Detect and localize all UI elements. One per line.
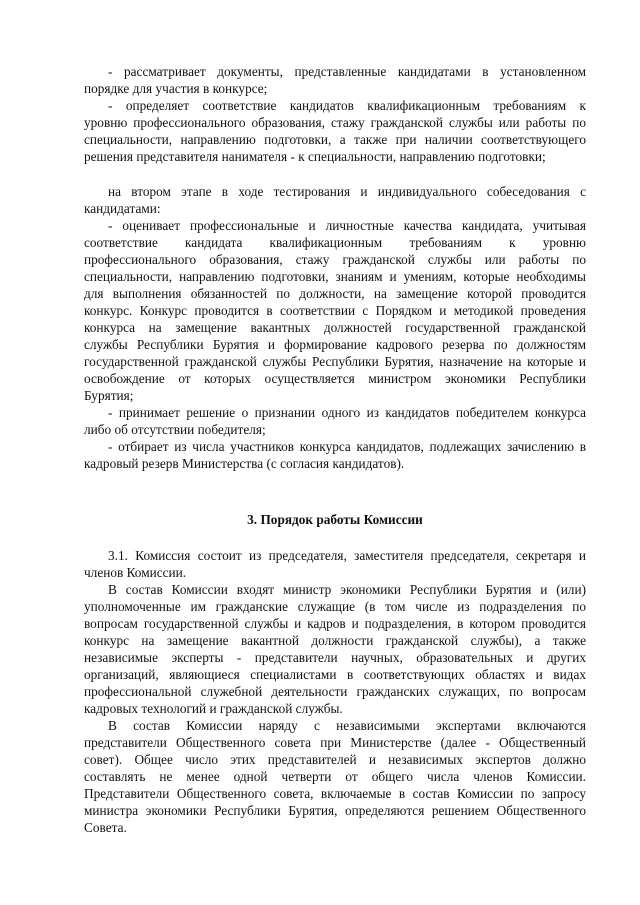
text-line: В состав Комиссии наряду с независимыми экспертами включаются [108,718,586,733]
text-line: на втором этапе в ходе тестирования и индивидуального собеседования с [108,184,586,199]
text-line: Бурятия; [84,388,134,403]
text-line: решения представителя нанимателя - к специальности, направлению подготовки; [84,149,546,164]
text-line: - рассматривает документы, представленные кандидатами в установленном [108,64,586,79]
text-line: кадровых технологий и гражданской службы. [84,701,343,716]
text-line: - отбирает из числа участников конкурса кандидатов, подлежащих зачислению в [108,439,586,454]
text-line: вопросам государственной службы и кадров и подразделения, в котором проводится [84,616,586,631]
text-line: В состав Комиссии входят министр экономики Республики Бурятия и (или) [108,582,586,597]
section-heading: 3. Порядок работы Комиссии [247,512,423,527]
text-line: профессионального образования, стажу гражданской службы или работы по [84,252,586,267]
text-line: конкурс. Конкурс проводится в соответствии с Порядком и методикой проведения [84,303,586,318]
text-line: Представители Общественного совета, включаемые в состав Комиссии по запросу [84,786,586,801]
text-line: соответствие кандидата квалификационным требованиям к уровню [84,235,586,250]
text-line: конкурса на замещение вакантных должностей государственной гражданской [84,320,586,335]
text-line: представители Общественного совета при Министерстве (далее - Общественный [84,735,586,750]
text-line: членов Комиссии. [84,565,187,580]
text-line: - принимает решение о признании одного из кандидатов победителем конкурса [108,405,586,420]
text-line: министра экономики Республики Бурятия, определяются решением Общественного [84,803,586,818]
text-line: - оценивает профессиональные и личностные качества кандидата, учитывая [108,218,586,233]
text-line: независимые эксперты - представители научных, образовательных и других [84,650,586,665]
text-line: Совета. [84,820,127,835]
text-line: совет). Общее число этих представителей и независимых экспертов должно [84,752,586,767]
text-line: уполномоченные им гражданские служащие (в том числе из подразделения по [84,599,586,614]
text-line: государственной гражданской службы Республики Бурятия, назначение на которые и [84,354,586,369]
text-line: конкурс на замещение вакантной должности гражданской службы), а также [84,633,586,648]
text-line: специальности, направлению подготовки, знаниям и умениям, которые необходимы [84,269,586,284]
text-line: либо об отсутствии победителя; [84,422,266,437]
text-line: профессиональной служебной деятельности гражданских служащих, по вопросам [84,684,586,699]
text-line: кадровый резерв Министерства (с согласия кандидатов). [84,456,405,471]
text-line: для выполнения обязанностей по должности, на замещение которой проводится [84,286,586,301]
text-line: освобождение от которых осуществляется министром экономики Республики [84,371,586,386]
text-line: специальности, направлению подготовки, а также при наличии соответствующего [84,132,586,147]
text-line: порядке для участия в конкурсе; [84,81,268,96]
text-line: службы Республики Бурятия и формирование кадрового резерва по должностям [84,337,586,352]
text-line: 3.1. Комиссия состоит из председателя, заместителя председателя, секретаря и [108,548,586,563]
text-line: организаций, являющиеся специалистами в соответствующих областях и видах [84,667,586,682]
text-line: составлять не менее одной четверти от общего числа членов Комиссии. [84,769,586,784]
text-line: - определяет соответствие кандидатов квалификационным требованиям к [108,98,586,113]
text-line: кандидатами: [84,201,161,216]
text-line: уровню профессионального образования, стажу гражданской службы или работы по [84,115,586,130]
